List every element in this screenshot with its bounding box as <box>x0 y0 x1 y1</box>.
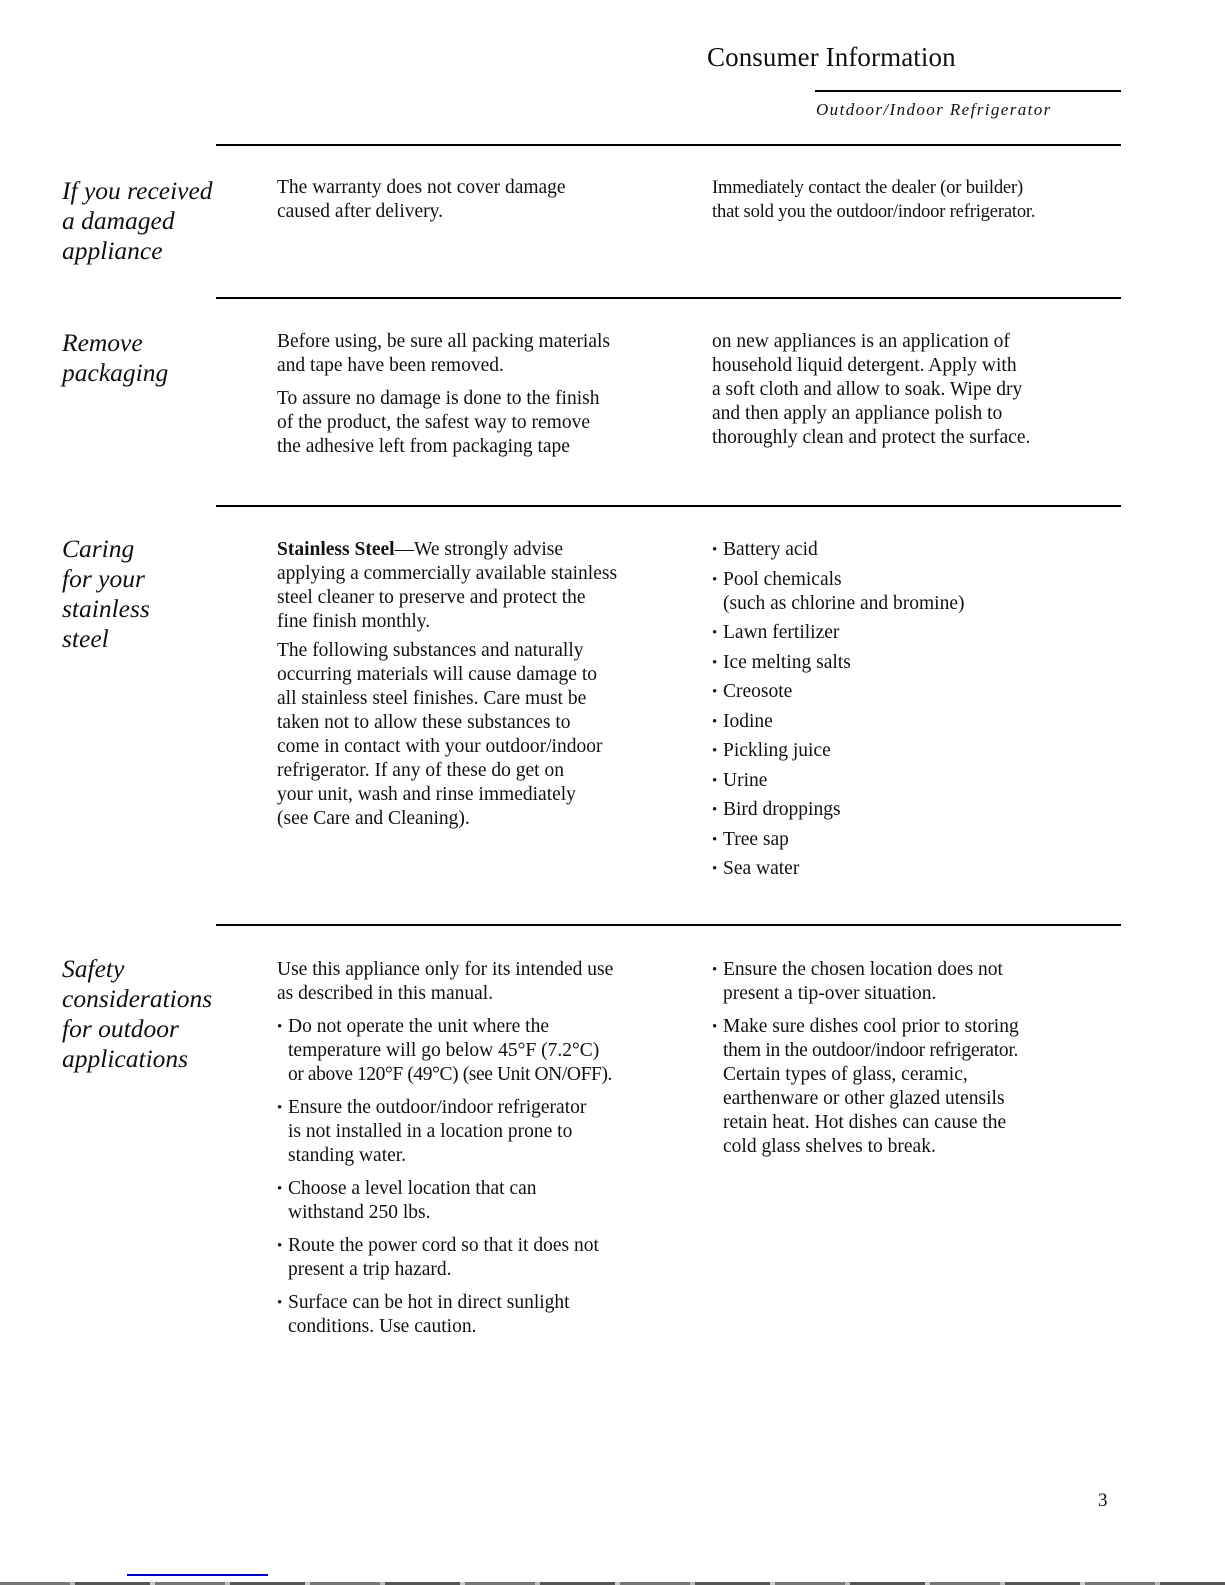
bullet-icon: • <box>712 542 718 558</box>
list-item <box>712 680 1132 704</box>
paragraph <box>277 538 707 634</box>
paragraph <box>277 639 707 831</box>
list-item <box>712 798 1132 822</box>
bullet-icon: • <box>712 571 718 588</box>
text-line: household liquid detergent. Apply with <box>712 355 1017 376</box>
bullet-icon: • <box>277 1100 283 1116</box>
text-line: the adhesive left from packaging tape <box>277 436 570 457</box>
bullet-icon: • <box>712 962 718 978</box>
list-item <box>277 1015 707 1087</box>
text-line: Lawn fertilizer <box>723 622 840 643</box>
text-line: The following substances and naturally <box>277 640 584 661</box>
text-line: Creosote <box>723 681 793 702</box>
damaged-appliance-col2 <box>712 176 1132 233</box>
heading-line: appliance <box>62 236 163 265</box>
list-item <box>712 857 1132 881</box>
bullet-icon: • <box>712 802 718 818</box>
heading-line: Safety <box>62 954 125 983</box>
text-line: conditions. Use caution. <box>288 1316 477 1337</box>
list-item <box>277 1177 707 1225</box>
text-line: withstand 250 lbs. <box>288 1202 431 1223</box>
text-line: Use this appliance only for its intended use <box>277 959 614 980</box>
bullet-icon: • <box>712 743 718 759</box>
text-line: steel cleaner to preserve and protect the <box>277 587 586 608</box>
text-line: caused after delivery. <box>277 201 444 222</box>
text-line: Choose a level location that can <box>288 1178 537 1199</box>
text-line: standing water. <box>288 1145 407 1166</box>
page-number: 3 <box>1098 1490 1108 1511</box>
text-line: temperature will go below 45°F (7.2°C) <box>288 1040 600 1061</box>
text-line: Pool chemicals <box>723 568 842 590</box>
heading-line: for your <box>62 564 145 593</box>
text-line: cold glass shelves to break. <box>723 1136 936 1157</box>
safety-col2 <box>712 958 1132 1168</box>
paragraph <box>277 958 707 1006</box>
bullet-icon: • <box>712 625 718 641</box>
remove-packaging-col2 <box>712 330 1132 459</box>
bullet-icon: • <box>712 831 718 848</box>
text-line: or above 120°F (49°C) (see Unit ON/OFF). <box>288 1064 613 1085</box>
text-line: Iodine <box>723 710 773 732</box>
text-line: Battery acid <box>723 539 818 560</box>
heading-line: steel <box>62 624 109 653</box>
damaged-appliance-col1 <box>277 176 707 233</box>
section-heading-remove-packaging <box>62 328 242 388</box>
heading-line: Remove <box>62 328 143 357</box>
list-item <box>712 651 1132 675</box>
section-divider <box>216 297 1121 299</box>
bullet-icon: • <box>712 772 718 789</box>
heading-line: considerations <box>62 984 213 1013</box>
bullet-icon: • <box>277 1019 283 1035</box>
bullet-icon: • <box>712 1019 718 1035</box>
text-line: applying a commercially available stainless <box>277 563 618 584</box>
heading-line: packaging <box>62 358 169 387</box>
text-line: on new appliances is an application of <box>712 331 1010 352</box>
text-line: Make sure dishes cool prior to storing <box>723 1016 1019 1037</box>
text-span: —We strongly advise <box>394 539 564 560</box>
text-line: Urine <box>723 769 768 791</box>
text-line: occurring materials will cause damage to <box>277 664 597 685</box>
paragraph <box>277 176 707 224</box>
link-underline[interactable] <box>127 1574 268 1576</box>
heading-line: a damaged <box>62 206 175 235</box>
text-line: Route the power cord so that it does not <box>288 1235 599 1256</box>
text-line: taken not to allow these substances to <box>277 712 571 733</box>
list-item <box>712 739 1132 763</box>
list-item <box>712 568 1132 616</box>
list-item <box>712 710 1132 734</box>
text-line: Ice melting salts <box>723 651 851 673</box>
text-line: thoroughly clean and protect the surface. <box>712 427 1031 448</box>
bullet-icon: • <box>277 1295 283 1311</box>
text-line: Surface can be hot in direct sunlight <box>288 1292 570 1313</box>
text-line: Ensure the chosen location does not <box>723 959 1003 980</box>
text-line: present a tip-over situation. <box>723 983 937 1004</box>
list-item <box>712 769 1132 793</box>
bullet-icon: • <box>712 713 718 730</box>
text-line <box>277 538 707 562</box>
section-heading-damaged-appliance <box>62 176 242 266</box>
bullet-icon: • <box>712 861 718 877</box>
stainless-steel-label: Stainless Steel <box>277 539 395 560</box>
heading-line: applications <box>62 1044 189 1073</box>
section-divider <box>216 505 1121 507</box>
bullet-icon: • <box>277 1238 283 1254</box>
bullet-icon: • <box>277 1181 283 1197</box>
text-line: all stainless steel finishes. Care must be <box>277 688 587 709</box>
list-item <box>277 1291 707 1339</box>
text-line: Sea water <box>723 858 800 879</box>
text-line: present a trip hazard. <box>288 1259 452 1280</box>
stainless-steel-col1 <box>277 538 707 840</box>
text-line: Before using, be sure all packing materials <box>277 331 611 352</box>
text-line: Certain types of glass, ceramic, <box>723 1064 968 1085</box>
text-line: refrigerator. If any of these do get on <box>277 760 564 781</box>
text-line: Do not operate the unit where the <box>288 1016 549 1037</box>
text-line: Bird droppings <box>723 799 841 820</box>
header-divider <box>815 90 1121 92</box>
list-item <box>277 1096 707 1168</box>
heading-line: for outdoor <box>62 1014 179 1043</box>
page-title: Consumer Information <box>707 42 956 72</box>
safety-col1 <box>277 958 707 1348</box>
text-line: your unit, wash and rinse immediately <box>277 784 576 805</box>
paragraph <box>712 176 1132 224</box>
text-line: come in contact with your outdoor/indoor <box>277 736 603 757</box>
text-line: retain heat. Hot dishes can cause the <box>723 1112 1007 1133</box>
heading-line: Caring <box>62 534 135 563</box>
list-item <box>712 621 1132 645</box>
paragraph <box>712 330 1132 450</box>
paragraph <box>277 330 707 378</box>
paragraph <box>277 387 707 459</box>
list-item <box>712 1015 1132 1159</box>
text-line: a soft cloth and allow to soak. Wipe dry <box>712 379 1023 400</box>
bullet-icon: • <box>712 654 718 671</box>
text-line: of the product, the safest way to remove <box>277 412 590 433</box>
text-line: Pickling juice <box>723 740 831 761</box>
text-line: Tree sap <box>723 828 789 850</box>
text-line: (such as chlorine and bromine) <box>723 592 965 614</box>
harmful-substances-list <box>712 538 1132 887</box>
page-subtitle: Outdoor/Indoor Refrigerator <box>816 100 1052 119</box>
text-line: earthenware or other glazed utensils <box>723 1088 1005 1109</box>
text-line: that sold you the outdoor/indoor refrigerator. <box>712 201 1036 222</box>
text-line: The warranty does not cover damage <box>277 177 566 198</box>
heading-line: stainless <box>62 594 150 623</box>
text-line: and tape have been removed. <box>277 355 504 376</box>
list-item <box>277 1234 707 1282</box>
text-line: To assure no damage is done to the finish <box>277 388 600 409</box>
text-line: Immediately contact the dealer (or builder) <box>712 177 1023 198</box>
list-item <box>712 828 1132 852</box>
text-line: (see Care and Cleaning). <box>277 808 470 829</box>
list-item <box>712 538 1132 562</box>
bullet-icon: • <box>712 684 718 700</box>
text-line: fine finish monthly. <box>277 611 431 632</box>
section-heading-safety <box>62 954 242 1074</box>
text-line: them in the outdoor/indoor refrigerator. <box>723 1040 1019 1061</box>
heading-line: If you received <box>62 176 213 205</box>
section-divider <box>216 924 1121 926</box>
text-line: and then apply an appliance polish to <box>712 403 1003 424</box>
section-divider <box>216 144 1121 146</box>
list-item <box>712 958 1132 1006</box>
remove-packaging-col1 <box>277 330 707 468</box>
section-heading-stainless-steel <box>62 534 242 654</box>
text-line: as described in this manual. <box>277 983 494 1004</box>
text-line: is not installed in a location prone to <box>288 1121 573 1142</box>
text-line: Ensure the outdoor/indoor refrigerator <box>288 1097 587 1118</box>
